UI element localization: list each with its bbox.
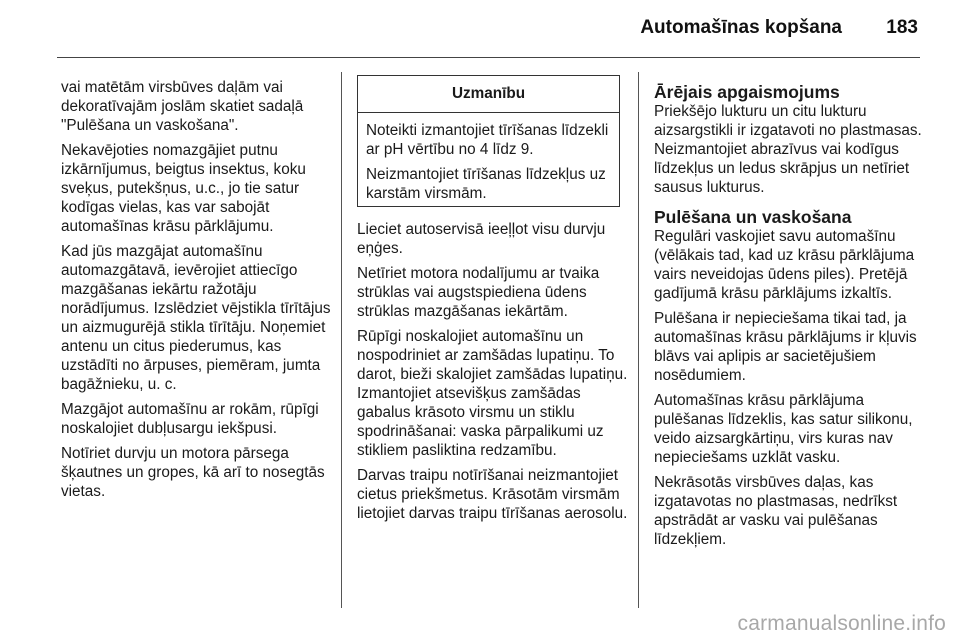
header-divider xyxy=(57,57,920,58)
paragraph: Mazgājot automašīnu ar rokām, rūpīgi noskalojiet dubļusargu iekšpusi. xyxy=(61,401,319,437)
column-divider-left xyxy=(341,72,342,608)
paragraph: Netīriet motora nodalījumu ar tvaika strūklas vai augstspiediena ūdens strūklas mazgāšanas iekārtām. xyxy=(357,265,600,320)
paragraph: vai matētām virsbūves daļām vai dekoratīvajām joslām skatiet sadaļā "Pulēšana un vaskošana". xyxy=(61,79,304,134)
caution-body xyxy=(358,113,619,203)
paragraph: Kad jūs mazgājat automašīnu automazgātavā, ievērojiet attiecīgo mazgāšanas iekārtu ražotāju norādījumus. Izslēdziet vējstikla tīrītājus un aizmugurējā stikla tīrītāju. Noņemiet antenu un citus piederumus, kas uzstādīti no ārpuses, piemēram, jumta bagāžnieku, u. c. xyxy=(61,243,331,393)
caution-paragraph: Noteikti izmantojiet tīrīšanas līdzekli ar pH vērtību no 4 līdz 9. xyxy=(366,122,609,158)
page-number: 183 xyxy=(886,17,918,38)
paragraph: Darvas traipu notīrīšanai neizmantojiet cietus priekšmetus. Krāsotām virsmām lietojiet darvas traipu tīrīšanas aerosolu. xyxy=(357,467,628,522)
watermark: carmanualsonline.info xyxy=(737,612,946,635)
paragraph: Regulāri vaskojiet savu automašīnu (vēlākais tad, kad uz krāsu pārklājuma vairs neveidojas ūdens piles). Pretējā gadījumā krāsu pārklājums izkaltīs. xyxy=(654,228,915,302)
column-left xyxy=(61,78,333,507)
column-middle xyxy=(357,220,629,529)
section-heading-polishing-waxing: Pulēšana un vaskošana xyxy=(654,207,852,227)
header-title: Automašīnas kopšana xyxy=(640,17,842,38)
paragraph: Rūpīgi noskalojiet automašīnu un nospodriniet ar zamšādas lupatiņu. To darot, bieži skalojiet zamšādas lupatiņu. Izmantojiet atsevišķus zamšādas gabalus krāsoto virsmu un stiklu spodrināšanai: vaska pārpalikumi uz stikliem pasliktina redzamību. xyxy=(357,328,628,459)
paragraph: Pulēšana ir nepieciešama tikai tad, ja automašīnas krāsu pārklājums ir kļuvis blāvs vai aplipis ar sacietējušiem nosēdumiem. xyxy=(654,310,917,384)
caution-paragraph: Neizmantojiet tīrīšanas līdzekļus uz karstām virsmām. xyxy=(366,166,606,202)
caution-heading: Uzmanību xyxy=(358,76,619,113)
paragraph: Automašīnas krāsu pārklājuma pulēšanas līdzeklis, kas satur silikonu, veido aizsargkārtiņu, virs kuras nav nepieciešams uzklāt vasku. xyxy=(654,392,913,466)
paragraph: Lieciet autoservisā ieeļļot visu durvju eņģes. xyxy=(357,221,606,257)
paragraph: Nekrāsotās virsbūves daļas, kas izgatavotas no plastmasas, nedrīkst apstrādāt ar vasku vai pulēšanas līdzekļiem. xyxy=(654,474,898,548)
caution-box xyxy=(357,75,620,207)
section-heading-exterior-lights: Ārējais apgaismojums xyxy=(654,82,840,102)
paragraph: Nekavējoties nomazgājiet putnu izkārnījumus, beigtus insektus, koku sveķus, putekšņus, u.c., jo tie satur kodīgas vielas, kas var sabojāt automašīnas krāsu pārklājumu. xyxy=(61,142,306,235)
column-divider-right xyxy=(638,72,639,608)
paragraph: Notīriet durvju un motora pārsega šķautnes un gropes, kā arī to nosegtās vietas. xyxy=(61,445,325,500)
paragraph: Priekšējo lukturu un citu lukturu aizsargstikli ir izgatavoti no plastmasas. Neizmantojiet abrazīvus vai kodīgus līdzekļus un ledus skrāpjus un netīriet sausus lukturus. xyxy=(654,103,922,196)
column-right xyxy=(654,82,929,555)
